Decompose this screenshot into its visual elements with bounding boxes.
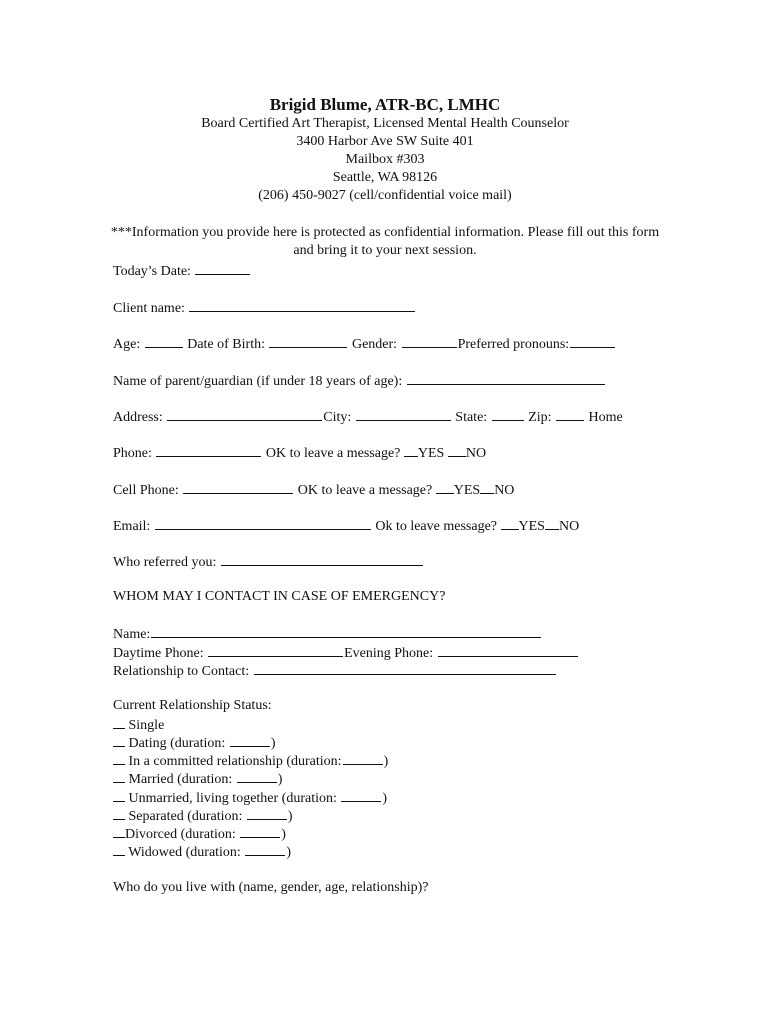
status-single-label: Single	[128, 718, 165, 733]
emergency-name-label: Name:	[113, 627, 151, 642]
status-single-row	[113, 715, 164, 735]
address-row	[113, 407, 623, 427]
dating-duration-field[interactable]	[230, 733, 270, 747]
cell-yes-label: YES	[453, 483, 481, 498]
cell-phone-label: Cell Phone:	[113, 483, 179, 498]
address-field[interactable]	[167, 407, 322, 421]
widowed-duration-field[interactable]	[245, 842, 285, 856]
zip-label: Zip:	[528, 410, 552, 425]
todays-date-label: Today’s Date:	[113, 264, 191, 279]
phone-yes-label: YES	[417, 446, 445, 461]
email-label: Email:	[113, 519, 151, 534]
phone-field[interactable]	[156, 443, 261, 457]
status-divorced-check[interactable]	[113, 824, 125, 838]
cell-ok-message-label: OK to leave a message?	[297, 483, 433, 498]
state-field[interactable]	[492, 407, 524, 421]
city-field[interactable]	[356, 407, 451, 421]
status-married-label: Married (duration:	[128, 772, 233, 787]
emergency-relationship-row	[113, 661, 557, 681]
phone-no-check[interactable]	[448, 443, 466, 457]
office-address: 3400 Harbor Ave SW Suite 401	[296, 134, 474, 149]
evening-phone-label: Evening Phone:	[344, 646, 434, 661]
confidentiality-notice: ***Information you provide here is protected as confidential information. Please fill out this form and bring it to your next session.	[110, 225, 660, 258]
emergency-phones-row	[113, 643, 579, 663]
cell-yes-check[interactable]	[436, 480, 454, 494]
client-name-label: Client name:	[113, 301, 185, 316]
address-label: Address:	[113, 410, 163, 425]
unmarried-duration-field[interactable]	[341, 788, 381, 802]
zip-field[interactable]	[556, 407, 584, 421]
cell-phone-field[interactable]	[183, 480, 293, 494]
status-divorced-label: Divorced (duration:	[125, 827, 236, 842]
age-field[interactable]	[145, 334, 183, 348]
status-divorced-row	[113, 824, 286, 844]
cell-no-label: NO	[494, 483, 515, 498]
home-label: Home	[588, 410, 623, 425]
gender-label: Gender:	[351, 337, 398, 352]
status-dating-row	[113, 733, 275, 753]
phone-row	[113, 443, 486, 463]
phone-yes-check[interactable]	[404, 443, 418, 457]
todays-date-field[interactable]	[195, 261, 250, 275]
emergency-heading: WHOM MAY I CONTACT IN CASE OF EMERGENCY?	[113, 589, 446, 604]
status-unmarried-label: Unmarried, living together (duration:	[128, 791, 337, 806]
email-field[interactable]	[155, 516, 371, 530]
status-unmarried-close: )	[382, 791, 388, 806]
status-separated-label: Separated (duration:	[128, 809, 243, 824]
email-no-check[interactable]	[545, 516, 559, 530]
phone-no-label: NO	[465, 446, 487, 461]
status-single-check[interactable]	[113, 715, 125, 729]
status-unmarried-row	[113, 788, 387, 808]
referred-field[interactable]	[221, 552, 423, 566]
phone-label: Phone:	[113, 446, 152, 461]
daytime-phone-field[interactable]	[208, 643, 343, 657]
therapist-credentials: Board Certified Art Therapist, Licensed Mental Health Counselor	[201, 116, 569, 131]
pronouns-label: Preferred pronouns:	[457, 337, 570, 352]
todays-date-row	[113, 261, 251, 281]
demographics-row	[113, 334, 616, 354]
status-committed-label: In a committed relationship (duration:	[128, 754, 342, 769]
email-yes-check[interactable]	[501, 516, 519, 530]
status-married-row	[113, 769, 282, 789]
status-widowed-label: Widowed (duration:	[128, 845, 241, 860]
email-no-label: NO	[558, 519, 580, 534]
dob-field[interactable]	[269, 334, 347, 348]
gender-field[interactable]	[402, 334, 457, 348]
phone-ok-message-label: OK to leave a message?	[265, 446, 401, 461]
office-phone: (206) 450-9027 (cell/confidential voice mail)	[258, 188, 512, 203]
parent-row	[113, 371, 606, 391]
status-married-check[interactable]	[113, 769, 125, 783]
pronouns-field[interactable]	[570, 334, 615, 348]
status-separated-row	[113, 806, 293, 826]
cell-no-check[interactable]	[480, 480, 494, 494]
status-separated-close: )	[287, 809, 293, 824]
client-name-row	[113, 298, 416, 318]
status-unmarried-check[interactable]	[113, 788, 125, 802]
status-committed-close: )	[383, 754, 389, 769]
status-married-close: )	[277, 772, 283, 787]
emergency-name-row	[113, 624, 542, 644]
office-mailbox: Mailbox #303	[345, 152, 425, 167]
separated-duration-field[interactable]	[247, 806, 287, 820]
state-label: State:	[455, 410, 488, 425]
status-dating-check[interactable]	[113, 733, 125, 747]
emergency-name-field[interactable]	[151, 624, 541, 638]
parent-field[interactable]	[407, 371, 605, 385]
referred-row	[113, 552, 424, 572]
live-with-question: Who do you live with (name, gender, age, relationship)?	[113, 880, 429, 895]
parent-label: Name of parent/guardian (if under 18 years of age):	[113, 374, 403, 389]
evening-phone-field[interactable]	[438, 643, 578, 657]
status-dating-close: )	[270, 736, 276, 751]
committed-duration-field[interactable]	[343, 751, 383, 765]
client-name-field[interactable]	[189, 298, 415, 312]
daytime-phone-label: Daytime Phone:	[113, 646, 204, 661]
status-dating-label: Dating (duration:	[128, 736, 226, 751]
married-duration-field[interactable]	[237, 769, 277, 783]
email-ok-message-label: Ok to leave message?	[375, 519, 498, 534]
office-city: Seattle, WA 98126	[332, 170, 438, 185]
therapist-name: Brigid Blume, ATR-BC, LMHC	[269, 95, 501, 114]
divorced-duration-field[interactable]	[240, 824, 280, 838]
status-separated-check[interactable]	[113, 806, 125, 820]
status-committed-row	[113, 751, 388, 771]
referred-label: Who referred you:	[113, 555, 217, 570]
emergency-relationship-label: Relationship to Contact:	[113, 664, 250, 679]
emergency-relationship-field[interactable]	[254, 661, 556, 675]
status-widowed-close: )	[286, 845, 291, 860]
status-divorced-close: )	[281, 827, 286, 842]
status-widowed-check[interactable]	[113, 842, 125, 856]
cell-phone-row	[113, 480, 514, 500]
dob-label: Date of Birth:	[187, 337, 265, 352]
email-yes-label: YES	[518, 519, 545, 534]
status-committed-check[interactable]	[113, 751, 125, 765]
status-widowed-row	[113, 842, 291, 862]
relationship-status-heading: Current Relationship Status:	[113, 698, 272, 713]
age-label: Age:	[113, 337, 141, 352]
email-row	[113, 516, 579, 536]
city-label: City:	[323, 410, 352, 425]
